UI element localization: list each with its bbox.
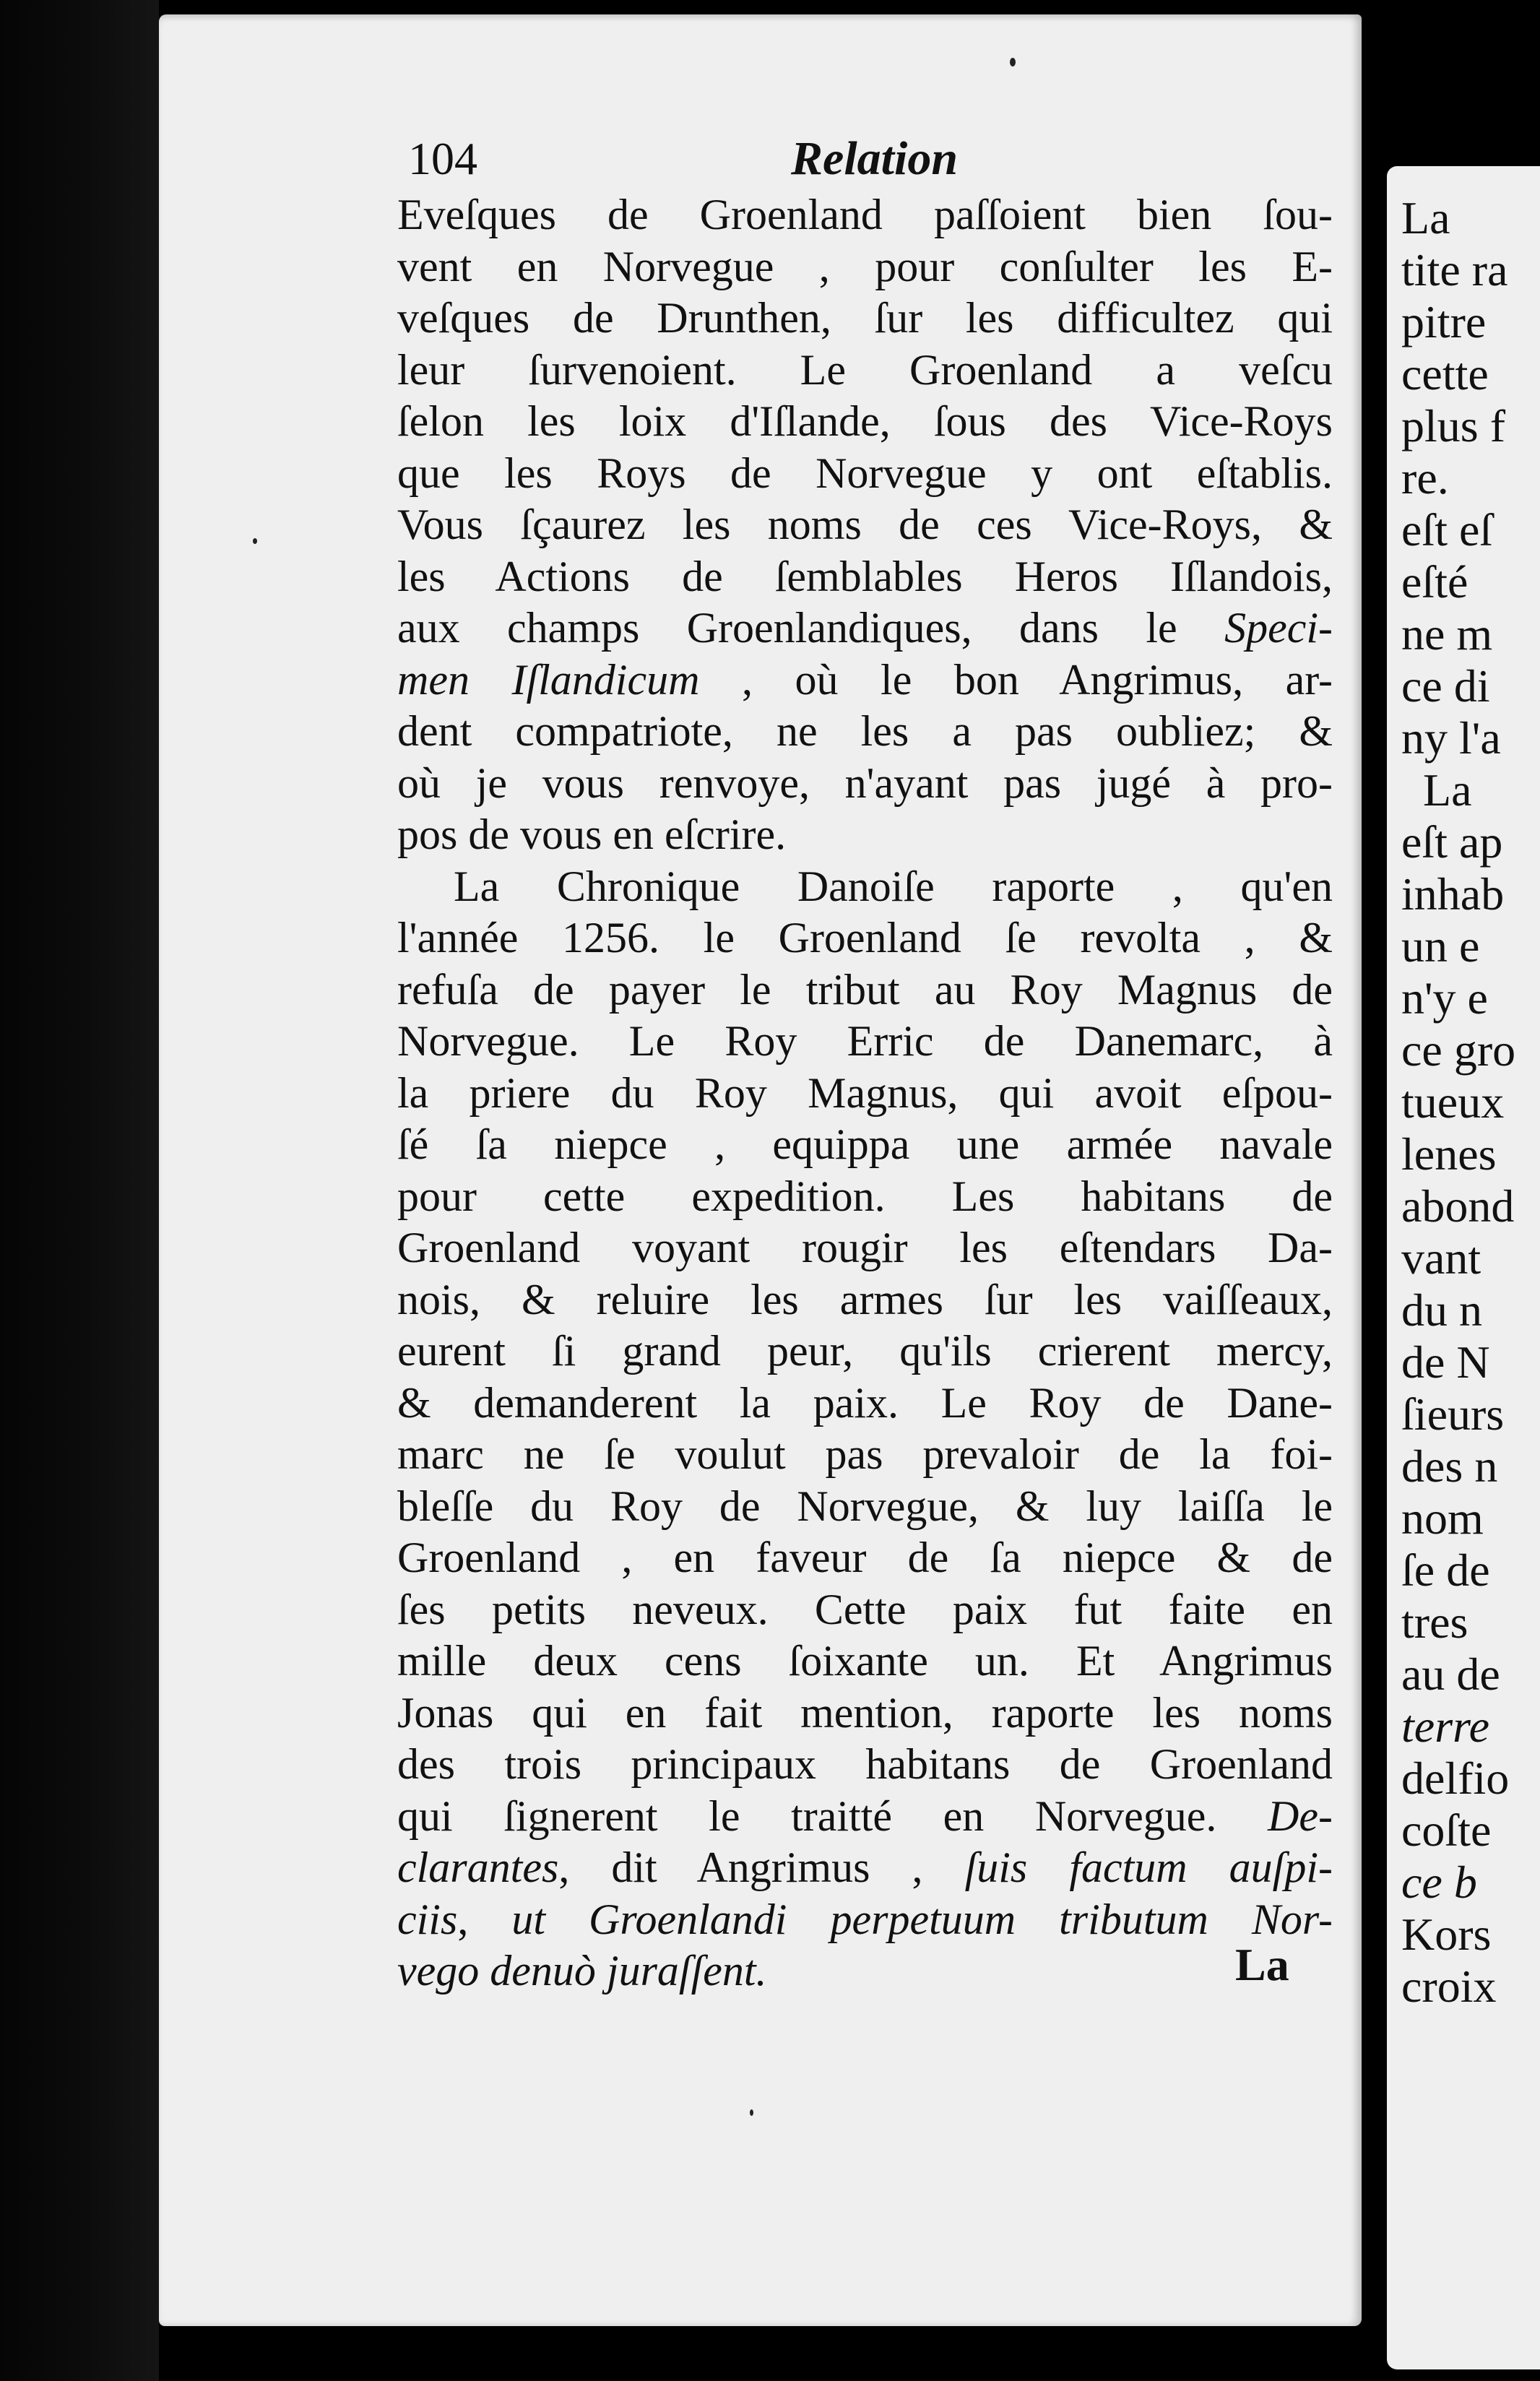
text-run: refuſa de payer le tribut au Roy Magnus de [397, 965, 1333, 1014]
text-line [397, 448, 1333, 500]
facing-page-line: nom [1401, 1492, 1484, 1544]
facing-page-line: La [1423, 764, 1472, 816]
text-run: & demanderent la paix. Le Roy de Dane- [397, 1378, 1333, 1427]
facing-page-line: ſe de [1401, 1544, 1490, 1596]
facing-page-line: coſte [1401, 1805, 1492, 1856]
facing-page-line: pitre [1401, 296, 1487, 347]
facing-page-line: ſieurs [1401, 1388, 1505, 1440]
text-line [397, 1378, 1333, 1430]
text-run: marc ne ſe voulut pas prevaloir de la foi- [397, 1430, 1333, 1478]
page-body-text [397, 189, 1333, 1997]
text-run: eurent ſi grand peur, qu'ils crierent mercy, [397, 1327, 1333, 1375]
text-line [397, 912, 1333, 964]
text-line [397, 1688, 1333, 1740]
facing-page-line: La [1401, 192, 1450, 243]
facing-page-line: inhab [1401, 868, 1505, 920]
text-run: les Actions de ſemblables Heros Iſlandois, [397, 552, 1333, 600]
facing-page-line: delfio [1401, 1753, 1510, 1804]
text-run: que les Roys de Norvegue y ont eſtablis. [397, 449, 1333, 497]
italic-text: vego denuò juraſſent. [397, 1947, 767, 1995]
text-run: , dit Angrimus , [558, 1844, 965, 1891]
facing-page-line: eſt ap [1401, 816, 1503, 868]
facing-page-line: des n [1401, 1440, 1498, 1492]
text-run: veſques de Drunthen, ſur les difficultez qui [397, 294, 1333, 342]
ink-speck [1010, 58, 1016, 66]
text-line [397, 964, 1333, 1016]
text-line [397, 1791, 1333, 1843]
text-line [397, 758, 1333, 810]
text-run: aux champs Groenlandiques, dans le [397, 604, 1225, 652]
text-line [397, 1016, 1333, 1068]
facing-page-line: abond [1401, 1180, 1515, 1232]
text-run: vent en Norvegue , pour conſulter les E- [397, 242, 1333, 290]
italic-text: men Iſlandicum [397, 655, 700, 704]
text-run: pos de vous en eſcrire. [397, 811, 787, 858]
text-line [397, 551, 1333, 603]
text-line [397, 345, 1333, 397]
text-run: leur ſurvenoient. Le Groenland a veſcu [397, 345, 1333, 394]
catchword: La [1235, 1939, 1289, 1990]
text-run: , [457, 1895, 512, 1943]
facing-page-line: du n [1401, 1284, 1482, 1336]
facing-page-line: ce gro [1401, 1024, 1516, 1076]
text-line [397, 1894, 1333, 1946]
facing-page-line: Kors [1401, 1909, 1492, 1960]
text-line [397, 1326, 1333, 1378]
facing-page-line: terre [1401, 1701, 1490, 1752]
facing-page-line: un e [1401, 920, 1480, 972]
text-line [397, 1532, 1333, 1584]
italic-text: clarantes [397, 1844, 559, 1891]
text-line [397, 499, 1333, 551]
text-line [397, 1068, 1333, 1120]
book-binding-edge [0, 0, 159, 2381]
italic-text: ut Groenlandi perpetuum tributum Nor- [511, 1895, 1333, 1943]
text-run: La Chronique Danoiſe raporte , qu'en [454, 862, 1333, 910]
text-run: Jonas qui en fait mention, raporte les noms [397, 1688, 1333, 1737]
facing-page-line: tueux [1401, 1076, 1505, 1128]
facing-page-line: ce b [1401, 1857, 1477, 1908]
text-run: où je vous renvoye, n'ayant pas jugé à pro- [397, 759, 1333, 807]
facing-page-line: cette [1401, 348, 1489, 399]
text-line [397, 293, 1333, 345]
facing-page-line: de N [1401, 1336, 1490, 1388]
facing-page-fragment [1387, 166, 1540, 2369]
text-run: qui ſignerent le traitté en Norvegue. [397, 1792, 1268, 1840]
text-run: Vous ſçaurez les noms de ces Vice-Roys, & [397, 501, 1333, 548]
text-line [397, 1222, 1333, 1274]
italic-text: Speci- [1224, 604, 1333, 652]
facing-page-line: tite ra [1401, 244, 1508, 295]
text-line [397, 602, 1333, 654]
page-number: 104 [408, 133, 477, 184]
facing-page-line: lenes [1401, 1128, 1497, 1180]
italic-text: De- [1268, 1792, 1333, 1840]
text-line [397, 241, 1333, 293]
facing-page-line: au de [1401, 1648, 1500, 1700]
text-line [397, 1171, 1333, 1223]
text-line [397, 1739, 1333, 1791]
text-line [397, 706, 1333, 758]
facing-page-line: eſté [1401, 556, 1468, 608]
text-run: ſé ſa niepce , equippa une armée navale [397, 1120, 1333, 1168]
text-run: Norvegue. Le Roy Erric de Danemarc, à [397, 1017, 1333, 1065]
text-line [397, 809, 1333, 861]
text-run: Eveſques de Groenland paſſoient bien ſou- [397, 191, 1333, 238]
facing-page-line: re. [1401, 452, 1449, 504]
text-line [397, 861, 1333, 913]
italic-text: ſuis factum auſpi- [964, 1844, 1333, 1891]
facing-page-line: tres [1401, 1596, 1468, 1648]
facing-page-line: ny l'a [1401, 712, 1501, 764]
text-run: la priere du Roy Magnus, qui avoit eſpou- [397, 1068, 1333, 1117]
text-line [397, 1481, 1333, 1533]
text-run: Groenland voyant rougir les eſtendars Da- [397, 1224, 1333, 1271]
text-line [397, 1119, 1333, 1171]
text-line [397, 189, 1333, 241]
text-run: ſelon les loix d'Iſlande, ſous des Vice-Roys [397, 397, 1333, 445]
running-header [408, 130, 1362, 188]
text-run: Groenland , en faveur de ſa niepce & de [397, 1534, 1333, 1581]
text-line [397, 1635, 1333, 1688]
facing-page-line: vant [1401, 1232, 1481, 1284]
text-line [397, 1274, 1333, 1326]
text-run: , où le bon Angrimus, ar- [699, 655, 1333, 704]
running-title: Relation [791, 132, 959, 185]
text-line [397, 654, 1333, 706]
text-run: bleſſe du Roy de Norvegue, & luy laiſſa le [397, 1482, 1333, 1530]
facing-page-line: ce di [1401, 660, 1490, 712]
text-run: ſes petits neveux. Cette paix fut faite en [397, 1585, 1333, 1633]
text-line [397, 1429, 1333, 1481]
facing-page-line: eſt eſ [1401, 504, 1493, 556]
facing-page-line: croix [1401, 1961, 1497, 2012]
text-run: des trois principaux habitans de Groenland [397, 1740, 1333, 1788]
text-run: dent compatriote, ne les a pas oubliez; & [397, 707, 1333, 755]
text-line [397, 1584, 1333, 1636]
facing-page-line: n'y e [1401, 972, 1488, 1024]
text-run: pour cette expedition. Les habitans de [397, 1172, 1333, 1220]
ink-speck [750, 2109, 753, 2116]
text-run: mille deux cens ſoixante un. Et Angrimus [397, 1637, 1333, 1685]
ink-speck [253, 538, 257, 544]
facing-page-line: ne m [1401, 608, 1493, 660]
italic-text: ciis [397, 1895, 458, 1943]
facing-page-line: plus f [1401, 400, 1505, 451]
text-run: nois, & reluire les armes ſur les vaiſſeaux, [397, 1275, 1333, 1323]
text-run: l'année 1256. le Groenland ſe revolta , & [397, 914, 1333, 962]
text-line [397, 1945, 1333, 1997]
text-line [397, 396, 1333, 448]
text-line [397, 1842, 1333, 1894]
